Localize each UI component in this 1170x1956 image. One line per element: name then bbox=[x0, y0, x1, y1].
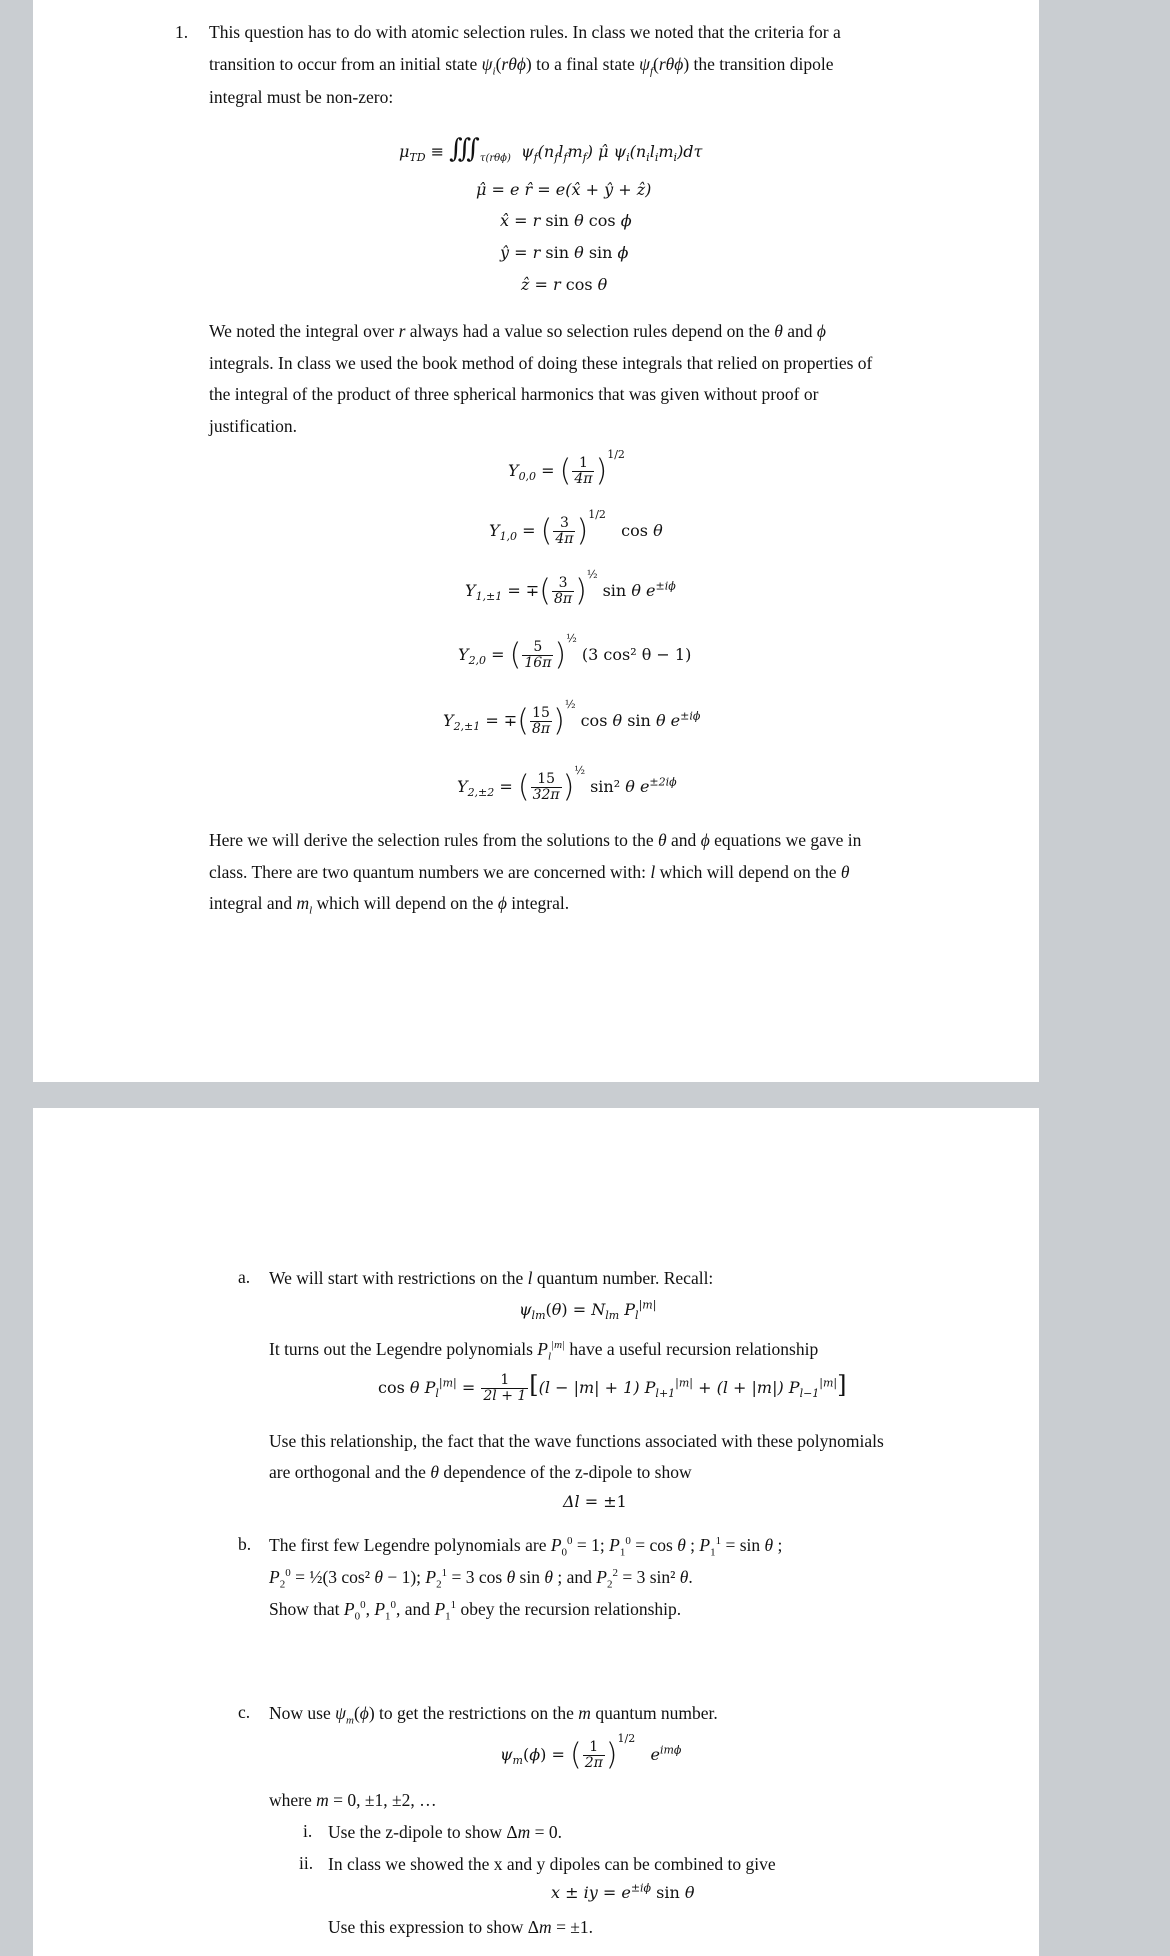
question-number: 1. bbox=[175, 22, 189, 42]
equation-Y10: $Y_{1,0}$ = ( $\frac{3}{4\pi}$ )$^{1/2}$ cos θ bbox=[489, 508, 663, 549]
part-a-line-2: It turns out the Legendre polynomials $P_l^{|m|}$ have a useful recursion relationship bbox=[269, 1339, 819, 1363]
part-b-line-3: Show that $P_0^0$, $P_1^0$, and $P_1^1$ obey the recursion relationship. bbox=[269, 1599, 682, 1623]
part-c-i-label: i. bbox=[303, 1821, 313, 1841]
para2-line-2: integrals. In class we used the book method of doing these integrals that relied on properties of bbox=[209, 353, 873, 373]
equation-x: x̂ = r sin θ cos ϕ bbox=[500, 211, 632, 230]
part-c-ii-text: In class we showed the x and y dipoles can be combined to give bbox=[328, 1854, 776, 1874]
equation-Y20: $Y_{2,0}$ = ( $\frac{5}{16\pi}$ )$^{\frac{1}{2}}$ (3 cos² θ − 1) bbox=[458, 632, 692, 673]
equation-Y2pm2: $Y_{2,\pm 2}$ = ( $\frac{15}{32\pi}$ )$^{\frac{1}{2}}$ sin² θ $e^{\pm 2i\phi}$ bbox=[457, 764, 677, 805]
para3-line-1: Here we will derive the selection rules from the solutions to the θ and ϕ equations we gave in bbox=[209, 830, 862, 850]
equation-recursion: cos θ $P_l^{|m|}$ = $\frac{1}{2l + 1}$ [(l − |m| + 1) $P_{l+1}^{|m|} + (l + |m|)$ $P_{l-1}^{|m|}$] bbox=[378, 1371, 847, 1404]
part-a-label: a. bbox=[238, 1267, 251, 1287]
para3-line-3: integral and $m_l$ which will depend on the ϕ integral. bbox=[209, 893, 570, 917]
part-a-line-3: Use this relationship, the fact that the wave functions associated with these polynomials bbox=[269, 1431, 884, 1451]
para2-line-3: the integral of the product of three spherical harmonics that was given without proof or bbox=[209, 384, 819, 404]
part-c-ii-label: ii. bbox=[299, 1853, 314, 1873]
part-a-line-1: We will start with restrictions on the l quantum number. Recall: bbox=[269, 1268, 714, 1288]
part-b-label: b. bbox=[238, 1534, 252, 1554]
part-c-line-1: Now use $\psi_m(\phi)$ to get the restrictions on the m quantum number. bbox=[269, 1703, 718, 1727]
intro-line-1: This question has to do with atomic selection rules. In class we noted that the criteria for a bbox=[209, 22, 841, 42]
part-c-label: c. bbox=[238, 1702, 251, 1722]
equation-y: ŷ = r sin θ sin ϕ bbox=[500, 243, 629, 262]
equation-z: ẑ = r cos θ bbox=[521, 275, 608, 294]
equation-Y2pm1: $Y_{2,\pm 1}$ = ∓( $\frac{15}{8\pi}$ )$^{\frac{1}{2}}$ cos θ sin θ $e^{\pm i\phi}$ bbox=[443, 698, 701, 739]
equation-psi-phi: $\psi_m(\phi)$ = ( $\frac{1}{2\pi}$ )$^{1/2}$ $e^{im\phi}$ bbox=[500, 1732, 682, 1773]
para2-line-4: justification. bbox=[209, 416, 297, 436]
page-1 bbox=[33, 0, 1039, 1082]
intro-line-3: integral must be non-zero: bbox=[209, 87, 394, 107]
equation-xy-dipole: x ± iy = $e^{\pm i\phi}$ sin θ bbox=[551, 1881, 695, 1902]
equation-psi-theta: $\psi_{lm}(\theta) = N_{lm}$ $P_l^{|m|}$ bbox=[519, 1298, 657, 1323]
para3-line-2: class. There are two quantum numbers we are concerned with: l which will depend on the θ bbox=[209, 862, 850, 882]
equation-transition-dipole: $\mu_{TD}$ ≡ $∭_{\tau(r\theta\phi)}$ $\psi_f(n_fl_fm_f)$ μ̂ $\psi_i(n_il_im_i)d\tau$ bbox=[399, 134, 703, 165]
intro-line-2: transition to occur from an initial state $\psi_i(r\theta\phi)$ to a final state $\psi_f(r\theta\phi)$ the transition dipole bbox=[209, 54, 834, 78]
part-c-ii-line-3: Use this expression to show Δm = ±1. bbox=[328, 1917, 594, 1937]
part-c-where: where m = 0, ±1, ±2, … bbox=[269, 1790, 437, 1810]
equation-dipole-operator: μ̂ = e r̂ = e(x̂ + ŷ + ẑ) bbox=[476, 180, 652, 199]
part-b-line-1: The first few Legendre polynomials are $P_0^0 = 1$; $P_1^0 = \cos \theta$ ; $P_1^1 = \sin \theta$ ; bbox=[269, 1535, 783, 1559]
equation-Y1pm1: $Y_{1,\pm 1}$ = ∓( $\frac{3}{8\pi}$ )$^{\frac{1}{2}}$ sin θ $e^{\pm i\phi}$ bbox=[465, 568, 676, 609]
equation-delta-l: Δl = ±1 bbox=[563, 1492, 627, 1511]
part-b-line-2: $P_2^0$ = ½(3 cos² θ − 1); $P_2^1 = 3$ cos θ sin θ ; and $P_2^2 = 3$ sin² θ. bbox=[269, 1567, 693, 1591]
para2-line-1: We noted the integral over r always had a value so selection rules depend on the θ and ϕ bbox=[209, 321, 826, 341]
equation-Y00: $Y_{0,0}$ = ( $\frac{1}{4\pi}$ )$^{1/2}$ bbox=[508, 448, 625, 489]
part-c-i-text: Use the z-dipole to show Δm = 0. bbox=[328, 1822, 563, 1842]
page-2 bbox=[33, 1108, 1039, 1956]
part-a-line-4: are orthogonal and the θ dependence of the z-dipole to show bbox=[269, 1462, 692, 1482]
